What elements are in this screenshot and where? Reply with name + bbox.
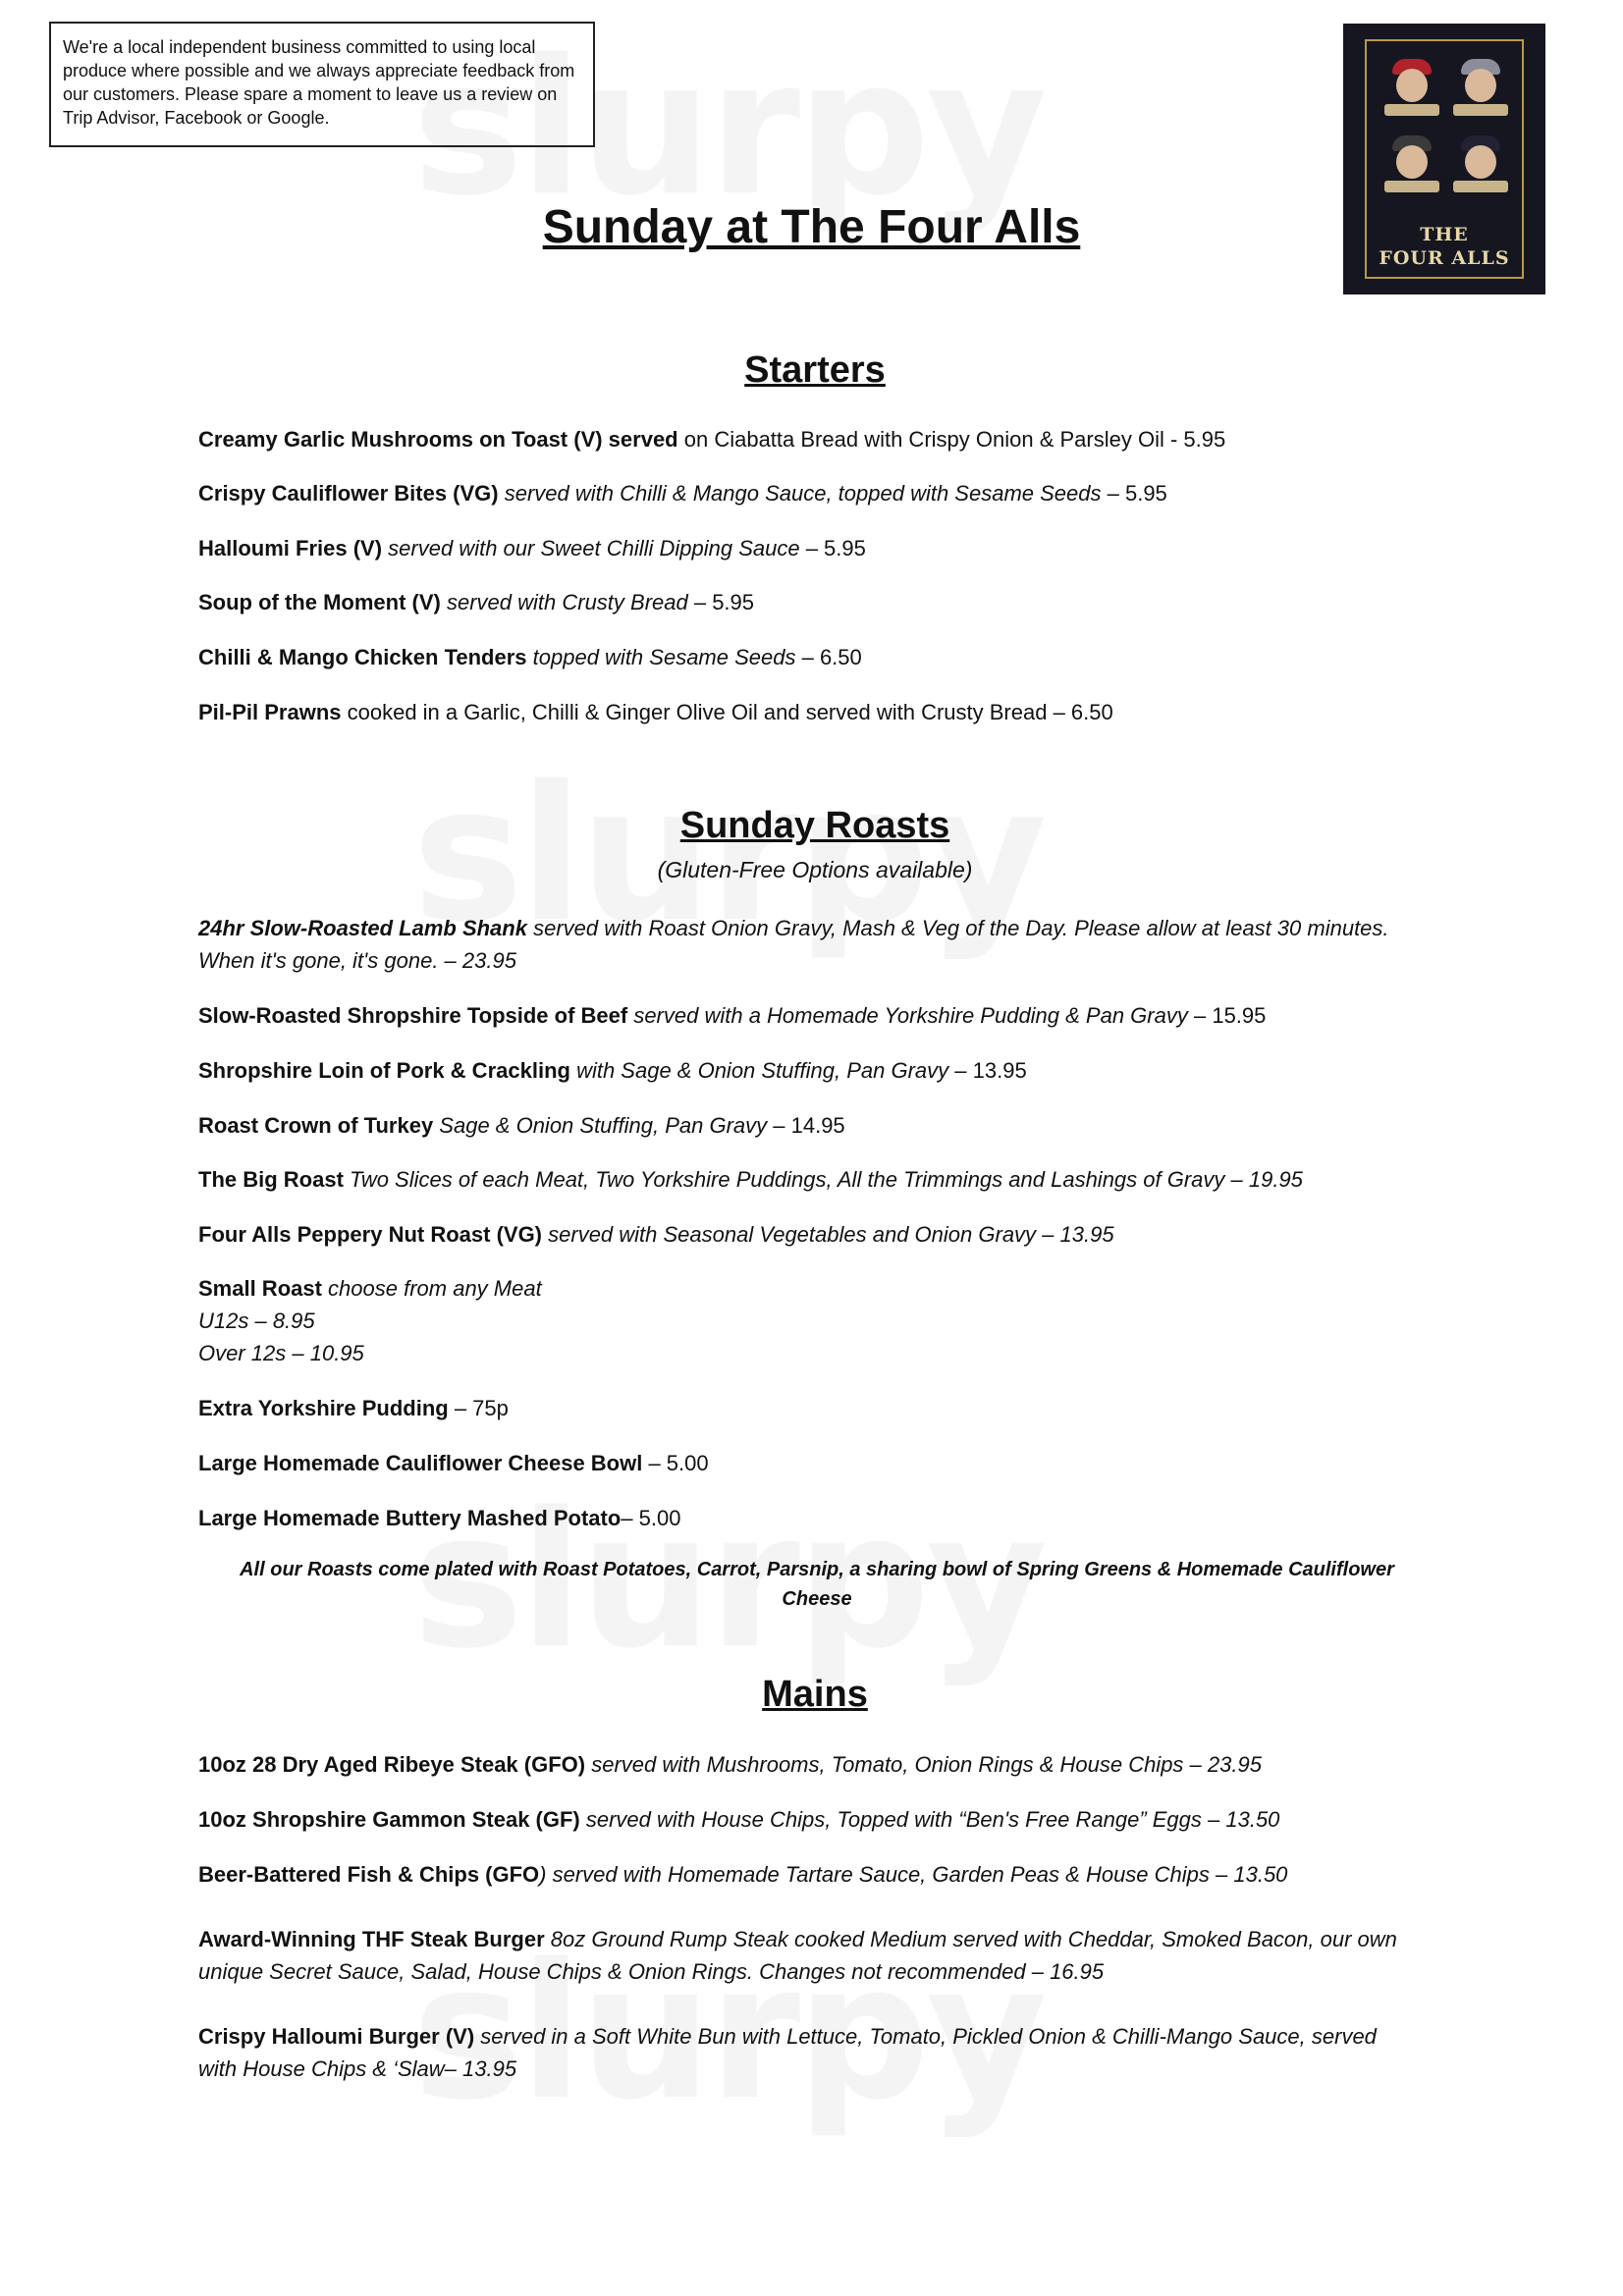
section-heading-roasts: Sunday Roasts: [679, 805, 950, 846]
feedback-notice: [49, 22, 595, 147]
menu-item: Roast Crown of Turkey Sage & Onion Stuffing, Pan Gravy – 14.95: [198, 1113, 845, 1138]
logo-line-1: THE: [1420, 224, 1469, 245]
menu-item: Shropshire Loin of Pork & Crackling with Sage & Onion Stuffing, Pan Gravy – 13.95: [198, 1058, 1027, 1083]
king-face-icon: [1384, 59, 1439, 120]
parson-face-icon: [1453, 135, 1508, 196]
page-title: Sunday at The Four Alls: [542, 201, 1081, 253]
menu-item: Halloumi Fries (V) served with our Sweet Chilli Dipping Sauce – 5.95: [198, 536, 866, 561]
menu-item: The Big Roast Two Slices of each Meat, Two Yorkshire Puddings, All the Trimmings and Lashings of Gravy – 19.95: [198, 1167, 1303, 1192]
feedback-notice-text: We're a local independent business committed to using local produce where possible and we always appreciate feedback from our customers. Please spare a moment to leave us a review on Trip Advisor, Facebook or Google.: [63, 37, 575, 128]
menu-item: Soup of the Moment (V) served with Crusty Bread – 5.95: [198, 590, 755, 614]
menu-item: Four Alls Peppery Nut Roast (VG) served with Seasonal Vegetables and Onion Gravy – 13.95: [198, 1222, 1114, 1247]
menu-item: Small Roast choose from any Meat U12s – 8.95 Over 12s – 10.95: [198, 1276, 542, 1365]
menu-item: Chilli & Mango Chicken Tenders topped with Sesame Seeds – 6.50: [198, 645, 862, 669]
menu-item: Crispy Cauliflower Bites (VG) served with Chilli & Mango Sauce, topped with Sesame Seeds – 5.95: [198, 481, 1167, 506]
menu-item: Pil-Pil Prawns cooked in a Garlic, Chilli & Ginger Olive Oil and served with Crusty Bread – 6.50: [198, 700, 1113, 724]
menu-item: Crispy Halloumi Burger (V) served in a Soft White Bun with Lettuce, Tomato, Pickled Onion & Chilli-Mango Sauce, served with House Chips & ‘Slaw– 13.95: [198, 2024, 1377, 2081]
menu-item: Beer-Battered Fish & Chips (GFO) served with Homemade Tartare Sauce, Garden Peas & House Chips – 13.50: [198, 1862, 1288, 1887]
logo-line-2: FOUR ALLS: [1379, 247, 1510, 269]
section-heading-mains: Mains: [762, 1674, 868, 1715]
menu-item: 10oz 28 Dry Aged Ribeye Steak (GFO) served with Mushrooms, Tomato, Onion Rings & House Chips – 23.95: [198, 1752, 1262, 1777]
logo-faces: [1377, 51, 1514, 208]
menu-item: Award-Winning THF Steak Burger 8oz Ground Rump Steak cooked Medium served with Cheddar, Smoked Bacon, our own unique Secret Sauce, Salad, House Chips & Onion Rings. Changes not recommended – 16.95: [198, 1927, 1397, 1984]
roasts-subheading: (Gluten-Free Options available): [657, 857, 973, 882]
soldier-face-icon: [1453, 59, 1508, 120]
menu-item: 24hr Slow-Roasted Lamb Shank served with Roast Onion Gravy, Mash & Veg of the Day. Please allow at least 30 minutes. When it's gone, it's gone. – 23.95: [198, 916, 1389, 973]
roasts-note: All our Roasts come plated with Roast Potatoes, Carrot, Parsnip, a sharing bowl of Spring Greens & Homemade Cauliflower Cheese: [240, 1559, 1394, 1610]
menu-item: Slow-Roasted Shropshire Topside of Beef served with a Homemade Yorkshire Pudding & Pan Gravy – 15.95: [198, 1003, 1267, 1028]
farmer-face-icon: [1384, 135, 1439, 196]
menu-item: Large Homemade Cauliflower Cheese Bowl – 5.00: [198, 1451, 709, 1475]
menu-item: Extra Yorkshire Pudding – 75p: [198, 1396, 509, 1420]
section-heading-starters: Starters: [744, 349, 886, 391]
menu-item: Large Homemade Buttery Mashed Potato– 5.00: [198, 1506, 681, 1530]
menu-item: Creamy Garlic Mushrooms on Toast (V) served on Ciabatta Bread with Crispy Onion & Parsley Oil - 5.95: [198, 427, 1226, 452]
menu-item: 10oz Shropshire Gammon Steak (GF) served with House Chips, Topped with “Ben's Free Range” Eggs – 13.50: [198, 1807, 1280, 1832]
